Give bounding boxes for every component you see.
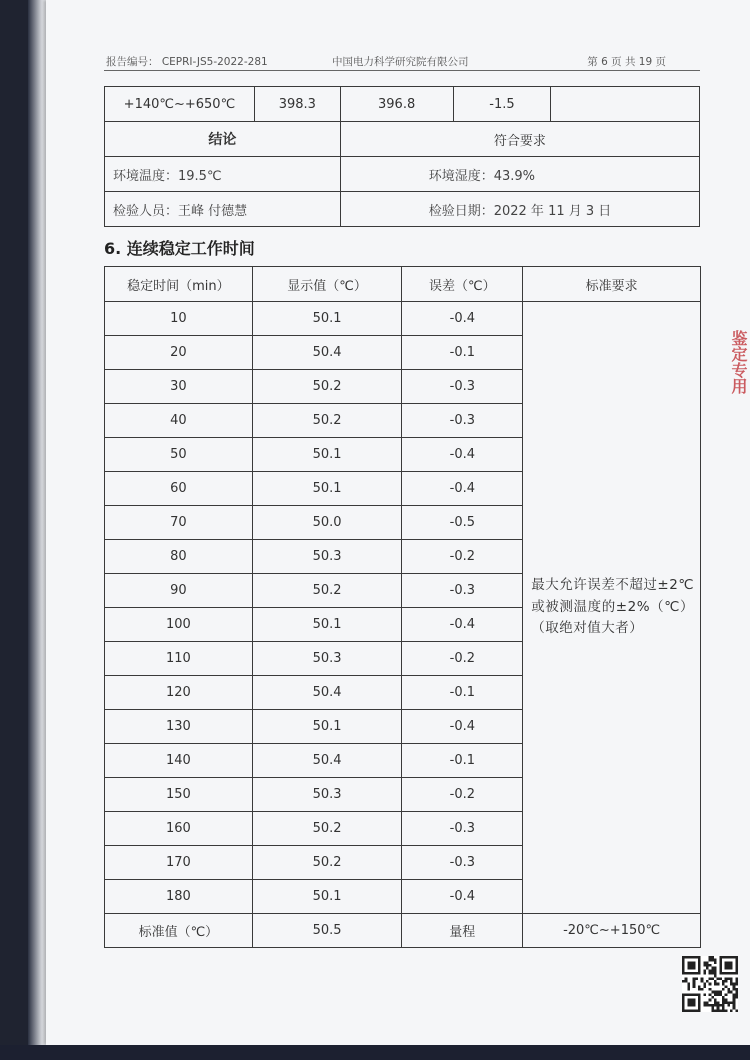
error-cell: -0.4 xyxy=(402,608,523,642)
display-value-cell: 50.4 xyxy=(252,336,402,370)
value-cell: 396.8 xyxy=(340,87,453,122)
conclusion-value: 符合要求 xyxy=(340,122,699,157)
time-cell: 170 xyxy=(105,846,253,880)
display-value-cell: 50.3 xyxy=(252,540,402,574)
range-value: -20℃~+150℃ xyxy=(523,914,701,948)
display-value-cell: 50.1 xyxy=(252,302,402,336)
value-cell: 398.3 xyxy=(254,87,340,122)
empty-cell xyxy=(551,87,700,122)
time-cell: 180 xyxy=(105,880,253,914)
table-row xyxy=(105,87,700,122)
time-cell: 140 xyxy=(105,744,253,778)
standard-value: 50.5 xyxy=(252,914,402,948)
organization-name: 中国电力科学研究院有限公司 xyxy=(332,56,469,68)
ambient-temperature: 环境温度：19.5℃ xyxy=(105,157,341,192)
time-cell: 50 xyxy=(105,438,253,472)
error-cell: -0.3 xyxy=(402,846,523,880)
time-cell: 10 xyxy=(105,302,253,336)
section-title: 6. 连续稳定工作时间 xyxy=(104,239,255,258)
error-cell: -1.5 xyxy=(453,87,551,122)
time-cell: 70 xyxy=(105,506,253,540)
time-cell: 110 xyxy=(105,642,253,676)
time-cell: 20 xyxy=(105,336,253,370)
header-row xyxy=(105,267,701,302)
display-value-cell: 50.1 xyxy=(252,880,402,914)
stability-table xyxy=(104,266,701,948)
range-label: 量程 xyxy=(402,914,523,948)
qr-code xyxy=(682,956,738,1012)
error-cell: -0.3 xyxy=(402,574,523,608)
display-value-cell: 50.3 xyxy=(252,778,402,812)
error-cell: -0.1 xyxy=(402,336,523,370)
time-cell: 80 xyxy=(105,540,253,574)
page-number: 第 6 页 共 19 页 xyxy=(587,56,666,68)
standard-value-label: 标准值（℃） xyxy=(105,914,253,948)
inspectors: 检验人员：王峰 付德慧 xyxy=(105,192,341,227)
display-value-cell: 50.1 xyxy=(252,608,402,642)
inspection-row xyxy=(105,192,700,227)
environment-row xyxy=(105,157,700,192)
time-cell: 160 xyxy=(105,812,253,846)
error-cell: -0.2 xyxy=(402,642,523,676)
time-cell: 60 xyxy=(105,472,253,506)
page-header xyxy=(104,52,700,71)
scanner-edge xyxy=(0,1045,750,1060)
time-cell: 40 xyxy=(105,404,253,438)
display-value-cell: 50.2 xyxy=(252,812,402,846)
time-cell: 130 xyxy=(105,710,253,744)
range-cell: +140℃~+650℃ xyxy=(105,87,255,122)
ambient-humidity: 环境湿度：43.9% xyxy=(340,157,699,192)
display-value-cell: 50.2 xyxy=(252,846,402,880)
time-cell: 90 xyxy=(105,574,253,608)
report-number: 报告编号： CEPRI-JS5-2022-281 xyxy=(106,56,268,68)
error-cell: -0.3 xyxy=(402,404,523,438)
table-row xyxy=(105,302,701,336)
display-value-cell: 50.2 xyxy=(252,370,402,404)
conclusion-label: 结论 xyxy=(105,122,341,157)
display-value-cell: 50.3 xyxy=(252,642,402,676)
error-cell: -0.1 xyxy=(402,676,523,710)
column-header-error: 误差（℃） xyxy=(402,267,523,302)
time-cell: 100 xyxy=(105,608,253,642)
error-cell: -0.2 xyxy=(402,778,523,812)
error-cell: -0.4 xyxy=(402,880,523,914)
column-header-time: 稳定时间（min） xyxy=(105,267,253,302)
error-cell: -0.2 xyxy=(402,540,523,574)
display-value-cell: 50.1 xyxy=(252,438,402,472)
requirement-cell: 最大允许误差不超过±2℃或被测温度的±2%（℃）（取绝对值大者） xyxy=(523,302,701,914)
display-value-cell: 50.1 xyxy=(252,710,402,744)
error-cell: -0.4 xyxy=(402,438,523,472)
error-cell: -0.3 xyxy=(402,812,523,846)
previous-results-table xyxy=(104,86,700,227)
seal-stamp: 鉴定专用 xyxy=(729,330,748,394)
time-cell: 120 xyxy=(105,676,253,710)
error-cell: -0.4 xyxy=(402,302,523,336)
error-cell: -0.4 xyxy=(402,710,523,744)
footer-row xyxy=(105,914,701,948)
display-value-cell: 50.4 xyxy=(252,744,402,778)
column-header-display: 显示值（℃） xyxy=(252,267,402,302)
display-value-cell: 50.2 xyxy=(252,404,402,438)
error-cell: -0.5 xyxy=(402,506,523,540)
time-cell: 30 xyxy=(105,370,253,404)
display-value-cell: 50.4 xyxy=(252,676,402,710)
page-edge xyxy=(28,0,48,1045)
error-cell: -0.4 xyxy=(402,472,523,506)
display-value-cell: 50.2 xyxy=(252,574,402,608)
display-value-cell: 50.0 xyxy=(252,506,402,540)
error-cell: -0.1 xyxy=(402,744,523,778)
error-cell: -0.3 xyxy=(402,370,523,404)
conclusion-row xyxy=(105,122,700,157)
column-header-requirement: 标准要求 xyxy=(523,267,701,302)
display-value-cell: 50.1 xyxy=(252,472,402,506)
inspection-date: 检验日期：2022 年 11 月 3 日 xyxy=(340,192,699,227)
time-cell: 150 xyxy=(105,778,253,812)
